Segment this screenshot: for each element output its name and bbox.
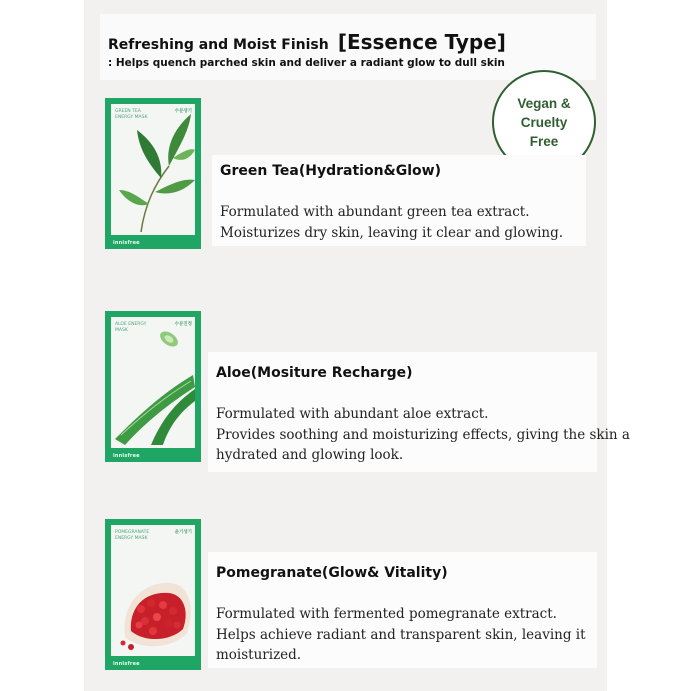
desc-line: Formulated with abundant green tea extract.	[220, 204, 530, 220]
title-prefix: Refreshing and Moist Finish	[108, 37, 329, 53]
pack-inner	[111, 317, 195, 448]
desc-line: Formulated with abundant aloe extract.	[216, 406, 489, 422]
aloe-leaf-icon	[111, 317, 195, 448]
pomegranate-fruit-icon	[111, 525, 195, 656]
green-tea-pack-image	[105, 98, 201, 249]
product-description	[216, 604, 586, 666]
desc-line: Provides soothing and moisturizing effects, giving the skin a	[216, 426, 630, 443]
page-title	[108, 30, 506, 54]
pack-product-name: ALOE ENERGY MASK	[115, 322, 147, 333]
pack-brand: innisfree	[113, 453, 140, 459]
pack-brand: innisfree	[113, 661, 140, 667]
aloe-card	[208, 352, 630, 472]
product-name: Green Tea(Hydration&Glow)	[220, 163, 441, 179]
badge-line-2: Cruelty	[520, 114, 568, 130]
pack-brand-vertical: 윤기생기	[174, 530, 192, 535]
pack-inner	[111, 525, 195, 656]
pack-brand: innisfree	[113, 240, 140, 246]
pomegranate-pack-image	[105, 519, 201, 670]
product-description	[216, 404, 630, 466]
pack-brand-vertical: 수분진정	[174, 322, 192, 327]
pack-brand-vertical: 수분생기	[174, 109, 192, 114]
aloe-pack-image	[105, 311, 201, 462]
green-tea-leaf-icon	[111, 104, 195, 235]
desc-line: hydrated and glowing look.	[216, 447, 404, 463]
pomegranate-card	[208, 552, 597, 668]
pack-inner	[111, 104, 195, 235]
green-tea-card	[212, 155, 586, 246]
desc-line: moisturized.	[216, 647, 302, 663]
badge-line-3: Free	[529, 133, 559, 149]
badge-line-1: Vegan &	[517, 95, 571, 111]
title-main: [Essence Type]	[337, 30, 506, 54]
pack-product-name: POMEGRANATE ENERGY MASK	[115, 530, 150, 541]
desc-line: Helps achieve radiant and transparent skin, leaving it	[216, 626, 586, 643]
pack-product-name: GREEN TEA ENERGY MASK	[115, 109, 148, 120]
page-subtitle: : Helps quench parched skin and deliver a radiant glow to dull skin	[108, 57, 505, 69]
desc-line: Moisturizes dry skin, leaving it clear and glowing.	[220, 224, 564, 241]
product-name: Aloe(Mositure Recharge)	[216, 365, 413, 381]
product-description	[220, 202, 563, 243]
desc-line: Formulated with fermented pomegranate extract.	[216, 606, 557, 622]
product-name: Pomegranate(Glow& Vitality)	[216, 565, 448, 581]
